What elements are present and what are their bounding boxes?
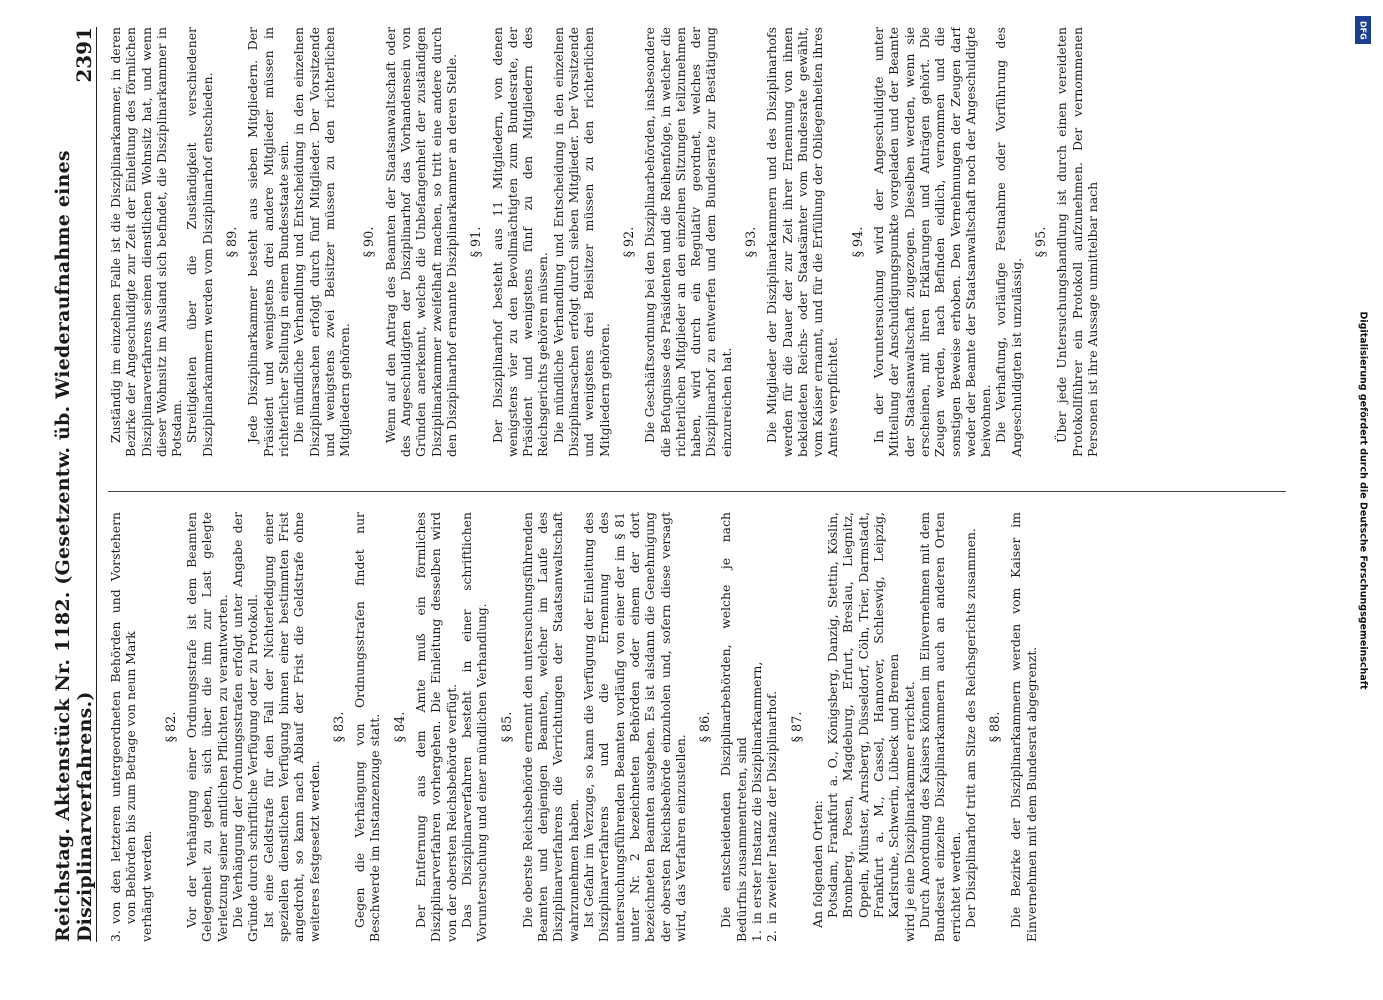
section-heading-83: § 83. [331,711,347,743]
digitization-credit [1352,10,1374,990]
section-heading-93: § 93. [743,226,759,258]
paragraph: verhängt werden. [138,830,154,942]
page-number: 2391 [72,27,96,83]
list-item [749,512,764,942]
paragraph: Ist eine Geldstrafe für den Fall der Nichterledigung einer speziellen dienstlichen Verfügung binnen einer bestimmten Frist angedroht, so kann nach Ablauf der Frist die Geldstrafe ohne weiteres festgesetzt werden. [260,512,322,942]
paragraph: Die oberste Reichsbehörde ernennt den untersuchungsführenden Beamten und denjenigen Beamten, welcher im Laufe des Disziplinarverfahrens die Verrichtungen der Staatsanwaltschaft wahrzunehmen haben. [519,512,581,942]
paragraph: Die entscheidenden Disziplinarbehörden, welche je nach Bedürfnis zusammentreten, sind [718,512,749,942]
paragraph: Ist Gefahr im Verzuge, so kann die Verfügung der Einleitung des Disziplinarverfahrens und die Ernennung des untersuchungsführenden Beamten vorläufig von einer der im § 81 unter Nr. 2 bezeichneten Behörden oder einem der dort bezeichneten Beamten ausgehen. Es ist alsdann die Genehmigung der obersten Reichsbehörde einzuholen und, sofern diese versagt wird, das Verfahren einzustellen. [581,512,688,942]
section-heading-82: § 82. [163,711,179,743]
section-heading-87: § 87. [789,711,805,743]
section-heading-90: § 90. [362,226,378,258]
left-column [108,512,1286,942]
paragraph: In der Voruntersuchung wird der Angeschuldigte unter Mitteilung der Anschuldigungspunkte vorgeladen und der Beamte der Staatsanwaltschaft zugezogen. Dieselben werden, wenn sie erscheinen, mit ihren Erklärungen und Anträgen gehört. Die Zeugen werden, nach Befinden eidlich, vernommen und die sonstigen Beweise erhoben. Den Vernehmungen der Zeugen darf weder der Beamte der Staatsanwaltschaft noch der Angeschuldigte beiwohnen. [871,27,994,457]
paragraph: Die Bezirke der Disziplinarkammern werden vom Kaiser im Einvernehmen mit dem Bundesrat abgegrenzt. [1008,512,1039,942]
paragraph: Das Disziplinarverfahren besteht in einer schriftlichen Voruntersuchung und einer mündlichen Verhandlung. [458,512,490,942]
section-heading-84: § 84. [392,711,408,743]
paragraph: Die Mitglieder der Disziplinarkammern und des Disziplinarhofs werden für die Dauer der zur Zeit ihrer Ernennung von ihnen bekleideten Reichs- oder Staatsämter vom Bundesrate gewählt, vom Kaiser ernannt, und für die Erfüllung der Obliegenheiten ihres Amtes verpflichtet. [764,27,841,457]
section-heading-86: § 86. [698,711,714,743]
instance-list [749,512,780,942]
list-text: in erster Instanz die Disziplinarkammern, [748,661,764,924]
section-heading-91: § 91. [469,226,485,258]
paragraph: Vor der Verhängung einer Ordnungsstrafe ist dem Beamten Gelegenheit zu geben, sich über die ihm zur Last gelegte Verletzung seiner amtlichen Pflichten zu verantworten. [184,512,230,942]
list-number: 3. [108,930,123,942]
places-list: Potsdam, Frankfurt a. O., Königsberg, Danzig, Stettin, Köslin, Bromberg, Posen, Magdeburg, Erfurt, Breslau, Liegnitz, Oppeln, Münster, Arnsberg, Düsseldorf, Cöln, Trier, Darmstadt, Frankfurt a. M., Cassel, Hannover, Schleswig, Leipzig, Karlsruhe, Schwerin, Lübeck und Bremen [825,512,902,918]
paragraph: Die mündliche Verhandlung und Entscheidung in den einzelnen Disziplinarsachen erfolgt durch fünf Mitglieder. Der Vorsitzende und wenigstens zwei Beisitzer müssen zu den richterlichen Mitgliedern gehören. [291,27,353,457]
paragraph: Die Geschäftsordnung bei den Disziplinarbehörden, insbesondere die Befugnisse des Präsidenten und die Reihenfolge, in welcher die richterlichen Mitglieder an den einzelnen Sitzungen teilzunehmen haben, wird durch ein Regulativ geordnet, welches der Disziplinarhof zu entwerfen und dem Bundesrate zur Bestätigung einzureichen hat. [642,27,734,457]
paragraph: Wenn auf den Antrag des Beamten der Staatsanwaltschaft oder des Angeschuldigten der Disziplinarhof das Vorhandensein von Gründen anerkennt, welche die Unbefangenheit der zuständigen Disziplinarkammer zweifelhaft machen, so tritt eine andere durch den Disziplinarhof ernannte Disziplinarkammer an deren Stelle. [382,27,459,457]
page-title: Reichstag. Aktenstück Nr. 1182. (Gesetzentw. üb. Wiederaufnahme eines Disziplinarverfahrens.) [52,150,96,942]
paragraph: Durch Anordnung des Kaisers können im Einvernehmen mit dem Bundesrat einzelne Disziplinarkammern auch an anderen Orten errichtet werden. [916,512,963,942]
section-heading-95: § 95. [1034,226,1050,258]
page-header [52,27,97,942]
column-divider [108,491,1286,492]
section-heading-85: § 85. [499,711,515,743]
list-item-3 [108,512,139,942]
list-item [764,512,779,942]
paragraph: Streitigkeiten über die Zuständigkeit verschiedener Disziplinarkammern werden vom Disziplinarhof entschieden. [184,27,215,457]
dfg-logo: DFG [1355,16,1371,44]
paragraph: Der Disziplinarhof besteht aus 11 Mitgliedern, von denen wenigstens vier zu den Bevollmächtigten zum Bundesrate, der Präsident und wenigstens fünf zu den Mitgliedern des Reichsgerichts gehören müssen. [489,27,551,457]
paragraph: Die Verhängung der Ordnungsstrafen erfolgt unter Angabe der Gründe durch schriftliche Verfügung oder zu Protokoll. [230,512,261,942]
credit-text: Digitalisierung gefördert durch die Deutsche Forschungsgemeinschaft [1357,311,1369,689]
paragraph: Der Disziplinarhof tritt am Sitze des Reichsgerichts zusammen. [962,528,978,928]
right-column [108,27,1286,457]
list-number: 1. [748,930,764,942]
list-text: in zweiter Instanz der Disziplinarhof. [764,690,780,924]
paragraph: Jede Disziplinarkammer besteht aus sieben Mitgliedern. Der Präsident und wenigstens drei andere Mitglieder müssen in richterlicher Stellung in einem Bundesstaate sein. [245,27,291,457]
paragraph: wird je eine Disziplinarkammer errichtet. [901,681,917,942]
list-number: 2. [764,930,780,942]
paragraph: Die Verhaftung, vorläufige Festnahme oder Vorführung des Angeschuldigten ist unzulässig. [993,27,1024,457]
section-heading-88: § 88. [988,711,1004,743]
paragraph: Der Entfernung aus dem Amte muß ein förmliches Disziplinarverfahren vorhergehen. Die Einleitung desselben wird von der obersten Reichsbehörde verfügt. [413,512,459,942]
paragraph: Zuständig im einzelnen Falle ist die Disziplinarkammer, in deren Bezirke der Angeschuldigte zur Zeit der Einleitung des förmlichen Disziplinarverfahrens seinen dienstlichen Wohnsitz hat, und wenn dieser Wohnsitz im Ausland sich befindet, die Disziplinarkammer in Potsdam. [108,27,185,457]
paragraph: Über jede Untersuchungshandlung ist durch einen vereideten Protokollführer ein Protokoll aufzunehmen. Der vernommenen Personen ist ihre Aussage unmittelbar nach [1054,27,1100,457]
section-heading-94: § 94. [850,226,866,258]
list-text: von den letzteren untergeordneten Behörden und Vorstehern von Behörden bis zum Betrage von neun Mark [108,512,139,924]
section-heading-92: § 92. [621,226,637,258]
paragraph: Gegen die Verhängung von Ordnungsstrafen findet nur Beschwerde im Instanzenzuge statt. [352,512,383,942]
section-heading-89: § 89. [225,226,241,258]
paragraph: Die mündliche Verhandlung und Entscheidung in den einzelnen Disziplinarsachen erfolgt durch sieben Mitglieder. Der Vorsitzende und wenigstens drei Beisitzer müssen zu den richterlichen Mitgliedern gehören. [550,27,612,457]
paragraph: An folgenden Orten: [809,800,825,928]
